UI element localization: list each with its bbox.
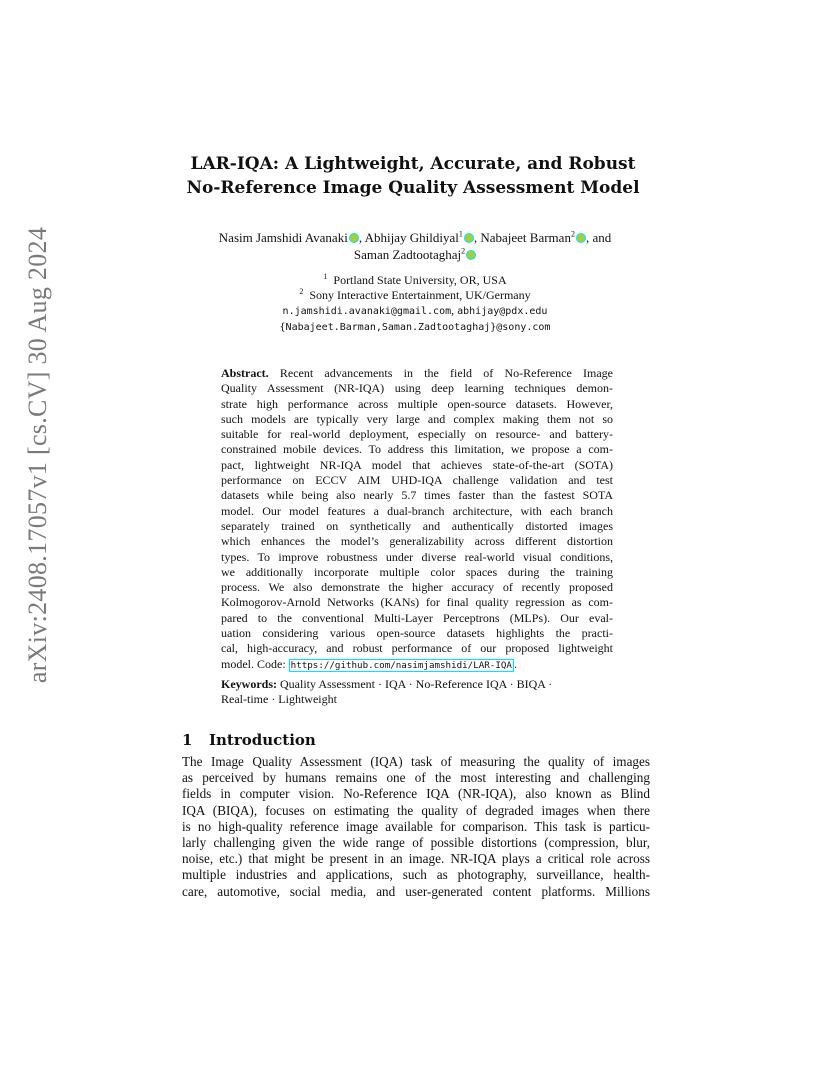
body-line: IQA (BIQA), focuses on estimating the quality of degraded images when there (182, 802, 650, 818)
title-line-2: No-Reference Image Quality Assessment Model (186, 178, 640, 198)
body-line: multiple industries and applications, such as photography, surveillance, health- (182, 867, 650, 883)
abstract-line: pact, lightweight NR-IQA model that achieves state-of-the-art (SOTA) (221, 457, 613, 472)
affiliation-marker: 2 (299, 287, 304, 296)
abstract-line (221, 366, 613, 381)
abstract-line: model. Our model features a dual-branch architecture, with each branch (221, 503, 613, 518)
author-conjunction: , and (585, 230, 612, 245)
abstract-line: cal, high-accuracy, and robust performance of our proposed lightweight (221, 641, 613, 656)
abstract-text: model. Code: (221, 656, 289, 671)
email-address[interactable]: abhijay@pdx.edu (457, 306, 548, 317)
body-line: fields in computer vision. No-Reference IQA (NR-IQA), also known as Blind (182, 786, 650, 802)
abstract-line: Quality Assessment (NR-IQA) using deep learning techniques demon- (221, 381, 613, 396)
abstract-line: constrained mobile devices. To address this limitation, we propose a com- (221, 442, 613, 457)
author-line-1 (150, 229, 680, 246)
abstract-line: strate high performance across multiple open-source datasets. However, (221, 396, 613, 411)
affiliation-2 (150, 288, 680, 303)
abstract-line: process. We also demonstrate the higher accuracy of recently proposed (221, 580, 613, 595)
orcid-icon[interactable] (349, 233, 359, 243)
body-line: noise, etc.) that might be present in an image. NR-IQA plays a critical role across (182, 851, 650, 867)
abstract-line: pared to the conventional Multi-Layer Perceptrons (MLPs). Our eval- (221, 610, 613, 625)
author-list (150, 229, 680, 263)
affiliations (150, 273, 680, 335)
affiliation-text: Sony Interactive Entertainment, UK/Germany (309, 288, 531, 302)
abstract (221, 366, 613, 673)
email-address[interactable]: {Nabajeet.Barman,Saman.Zadtootaghaj}@sony.com (279, 322, 551, 333)
abstract-line: datasets while being also nearly 5.7 times faster than the fastest SOTA (221, 488, 613, 503)
abstract-line: which enhances the model’s generalizability across different distortion (221, 534, 613, 549)
email-line-1 (150, 303, 680, 319)
abstract-line: such models are typically very large and complex making them not so (221, 411, 613, 426)
orcid-icon[interactable] (576, 233, 586, 243)
author-name: Nasim Jamshidi Avanaki (218, 230, 348, 245)
affiliation-marker: 2 (570, 229, 575, 239)
affiliation-1 (150, 273, 680, 288)
abstract-line: types. To improve robustness under diverse real-world visual conditions, (221, 549, 613, 564)
section-title: Introduction (209, 731, 316, 749)
author-name: Saman Zadtootaghaj (353, 247, 462, 262)
body-line: larly challenging given the wide range of possible distortions (compression, blur, (182, 835, 650, 851)
affiliation-text: Portland State University, OR, USA (333, 273, 507, 287)
email-address[interactable]: n.jamshidi.avanaki@gmail.com (282, 306, 452, 317)
abstract-line: separately trained on synthetically and authentically distorted images (221, 518, 613, 533)
code-link[interactable]: https://github.com/nasimjamshidi/LAR-IQA (290, 659, 512, 671)
abstract-text: Recent advancements in the field of No-Reference Image (268, 366, 613, 380)
keywords-text: Quality Assessment · IQA · No-Reference IQA · BIQA · (277, 677, 553, 691)
affiliation-marker: 1 (458, 229, 463, 239)
abstract-text: . (513, 656, 517, 671)
title-line-1: LAR-IQA: A Lightweight, Accurate, and Robust (190, 154, 636, 174)
keywords-line-2: Real-time · Lightweight (221, 692, 337, 707)
body-line: as perceived by humans remains one of the most interesting and challenging (182, 770, 650, 786)
abstract-line: performance on ECCV AIM UHD-IQA challenge validation and test (221, 473, 613, 488)
body-line: is no high-quality reference image available for comparison. This task is particu- (182, 818, 650, 834)
abstract-line: suitable for real-world deployment, especially on resource- and battery- (221, 427, 613, 442)
abstract-label: Abstract. (221, 366, 269, 380)
author-name: , Abhijay Ghildiyal (358, 230, 459, 245)
affiliation-marker: 1 (323, 272, 328, 281)
keywords-line-1 (221, 677, 613, 692)
section-heading (182, 731, 316, 749)
body-line: The Image Quality Assessment (IQA) task of measuring the quality of images (182, 754, 650, 769)
introduction-text (182, 754, 650, 900)
abstract-line (221, 657, 613, 673)
keywords (221, 677, 613, 708)
keywords-label: Keywords: (221, 677, 277, 691)
orcid-icon[interactable] (464, 233, 474, 243)
affiliation-marker: 2 (461, 246, 466, 256)
email-separator: , (451, 303, 458, 317)
author-name: , Nabajeet Barman (473, 230, 571, 245)
paper-title (160, 152, 666, 200)
author-line-2 (150, 246, 680, 263)
email-line-2 (150, 319, 680, 335)
abstract-line: we additionally incorporate multiple color spaces during the training (221, 564, 613, 579)
body-line: care, automotive, social media, and user-generated content platforms. Millions (182, 883, 650, 899)
abstract-line: uation considering various open-source datasets highlights the practi- (221, 626, 613, 641)
arxiv-identifier-text: arXiv:2408.17057v1 [cs.CV] 30 Aug 2024 (22, 226, 52, 684)
section-number: 1 (182, 731, 193, 749)
orcid-icon[interactable] (466, 250, 476, 260)
abstract-line: Kolmogorov-Arnold Networks (KANs) for final quality regression as com- (221, 595, 613, 610)
